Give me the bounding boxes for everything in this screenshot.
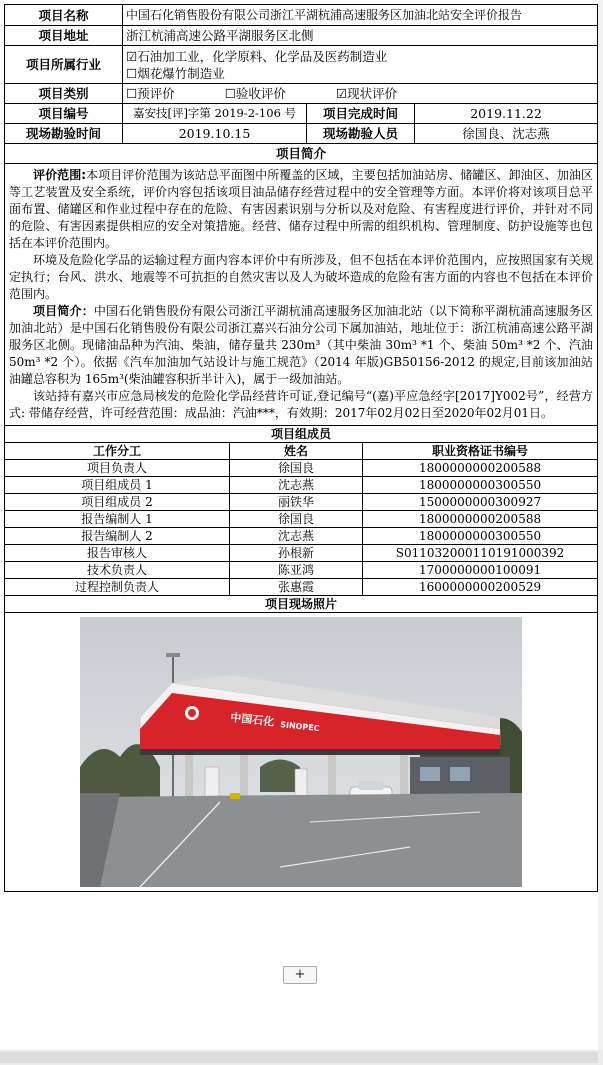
horizontal-scroll-thumb[interactable] bbox=[0, 1052, 598, 1063]
member-name: 陈亚鸿 bbox=[230, 562, 363, 579]
survey-time-label: 现场勘验时间 bbox=[5, 124, 123, 144]
table-row bbox=[5, 477, 598, 494]
industry-option-fireworks[interactable]: ☐烟花爆竹制造业 bbox=[126, 65, 225, 81]
member-name: 孙根新 bbox=[230, 545, 363, 562]
category-option-acceptance[interactable]: ☐验收评价 bbox=[224, 86, 286, 101]
address-value: 浙江杭浦高速公路平湖服务区北侧 bbox=[123, 26, 598, 46]
project-name-value: 中国石化销售股份有限公司浙江平湖杭浦高速服务区加油北站安全评价报告 bbox=[123, 5, 598, 26]
project-info-table bbox=[4, 4, 598, 426]
member-role: 报告编制人 1 bbox=[5, 511, 230, 528]
category-option-pre[interactable]: ☐预评价 bbox=[126, 86, 175, 101]
survey-staff-label: 现场勘验人员 bbox=[307, 124, 415, 144]
member-name: 徐国良 bbox=[230, 460, 363, 477]
finish-time-value: 2019.11.22 bbox=[415, 104, 598, 124]
member-role: 过程控制负责人 bbox=[5, 579, 230, 596]
scope-title: 评价范围: bbox=[33, 168, 87, 182]
category-value bbox=[123, 84, 598, 104]
table-row bbox=[5, 562, 598, 579]
member-name: 沈志燕 bbox=[230, 528, 363, 545]
project-name-label: 项目名称 bbox=[5, 5, 123, 26]
canopy-sign-en: SINOPEC bbox=[279, 720, 320, 734]
member-name: 沈志燕 bbox=[230, 477, 363, 494]
member-cert: S011032000110191000392 bbox=[363, 545, 598, 562]
survey-time-value: 2019.10.15 bbox=[123, 124, 307, 144]
scope-text: 本项目评价范围为该站总平面图中所覆盖的区域，主要包括加油站房、储罐区、卸油区、加油区等工艺装置及安全系统，评价内容包括该项目油品储存经营过程中的安全管理等方面。本评价将对该项目总平面布置、储罐区和作业过程中存在的危险、有害因素识别与分析以及对危险、有害程度进行评价，并针对不同的危险、有害因素提供相应的安全对策措施。经营、储存过程中所需的组织机构、管理制度、防护设施等也包括在本评价范围内。 bbox=[9, 168, 594, 250]
add-section-button[interactable]: + bbox=[283, 966, 317, 984]
member-name: 张惠霞 bbox=[230, 579, 363, 596]
table-row bbox=[5, 494, 598, 511]
gas-station-photo bbox=[80, 617, 522, 887]
member-role: 报告编制人 2 bbox=[5, 528, 230, 545]
member-cert: 1700000000100091 bbox=[363, 562, 598, 579]
scope-paragraph bbox=[9, 167, 593, 252]
photo-cell bbox=[5, 613, 598, 892]
category-label: 项目类别 bbox=[5, 84, 123, 104]
member-name: 徐国良 bbox=[230, 511, 363, 528]
member-role: 报告审核人 bbox=[5, 545, 230, 562]
evaluation-sheet bbox=[4, 4, 597, 892]
member-cert: 1800000000200588 bbox=[363, 511, 598, 528]
project-number-value: 嘉安技[评]字第 2019-2-106 号 bbox=[123, 104, 307, 124]
member-role: 项目组成员 1 bbox=[5, 477, 230, 494]
member-role: 项目组成员 2 bbox=[5, 494, 230, 511]
finish-time-label: 项目完成时间 bbox=[307, 104, 415, 124]
table-row bbox=[5, 579, 598, 596]
industry-value bbox=[123, 46, 598, 84]
intro-heading: 项目简介 bbox=[5, 144, 598, 164]
summary-title: 项目简介： bbox=[33, 304, 94, 318]
members-table bbox=[4, 425, 598, 892]
photo-heading: 项目现场照片 bbox=[5, 596, 598, 613]
industry-option-petro[interactable]: ☑石油加工业，化学原料、化学品及医药制造业 bbox=[126, 48, 388, 64]
member-name: 丽铁华 bbox=[230, 494, 363, 511]
address-label: 项目地址 bbox=[5, 26, 123, 46]
scope-paragraph-2: 环境及危险化学品的运输过程方面内容本评价中有所涉及，但不包括在本评价范围内，应按照国家有关规定执行；台风、洪水、地震等不可抗拒的自然灾害以及人为破坏造成的危险有害方面的内容也不包括在本评价范围内。 bbox=[9, 253, 594, 301]
industry-label: 项目所属行业 bbox=[5, 46, 123, 84]
member-cert: 1800000000300550 bbox=[363, 477, 598, 494]
table-row bbox=[5, 545, 598, 562]
survey-staff-value: 徐国良、沈志燕 bbox=[415, 124, 598, 144]
members-heading: 项目组成员 bbox=[5, 426, 598, 443]
col-name-header: 姓名 bbox=[230, 443, 363, 460]
member-cert: 1800000000200588 bbox=[363, 460, 598, 477]
table-row bbox=[5, 511, 598, 528]
member-role: 技术负责人 bbox=[5, 562, 230, 579]
summary-text: 中国石化销售股份有限公司浙江平湖杭浦高速服务区加油北站（以下简称平湖杭浦高速服务区加油北站）是中国石化销售股份有限公司浙江嘉兴石油分公司下属加油站，地址位于：浙江杭浦高速公路平湖服务区北侧。现储油品种为汽油、柴油，储存量共 230m³（其中柴油 30m³ *1 个、柴油 50m³ *2 个、汽油 50m³ *2 个）。依据《汽车加油加气站设计与施工规范》（2014 年版)GB50156-2012 的规定,目前该加油站油罐总容积为 165m³(柴油罐容积折半计入)，属于一级加油站。 bbox=[9, 304, 594, 386]
col-cert-header: 职业资格证书编号 bbox=[363, 443, 598, 460]
member-role: 项目负责人 bbox=[5, 460, 230, 477]
vertical-scroll-track[interactable] bbox=[598, 0, 603, 1050]
member-cert: 1800000000300550 bbox=[363, 528, 598, 545]
intro-body bbox=[5, 164, 598, 426]
table-row bbox=[5, 528, 598, 545]
license-paragraph: 该站持有嘉兴市应急局核发的危险化学品经营许可证,登记编号“(嘉)平应急经字[2017]Y002号”，经营方式: 带储存经营，许可经营范围：成品油：汽油***，有效期：2017年02月02日至2020年02月01日。 bbox=[9, 389, 594, 420]
project-number-label: 项目编号 bbox=[5, 104, 123, 124]
canopy-sign-cn: 中国石化 bbox=[229, 711, 275, 729]
table-row bbox=[5, 460, 598, 477]
member-cert: 1600000000200529 bbox=[363, 579, 598, 596]
col-role-header: 工作分工 bbox=[5, 443, 230, 460]
member-cert: 1500000000300927 bbox=[363, 494, 598, 511]
summary-paragraph bbox=[9, 303, 593, 388]
category-option-status[interactable]: ☑现状评价 bbox=[335, 86, 398, 101]
